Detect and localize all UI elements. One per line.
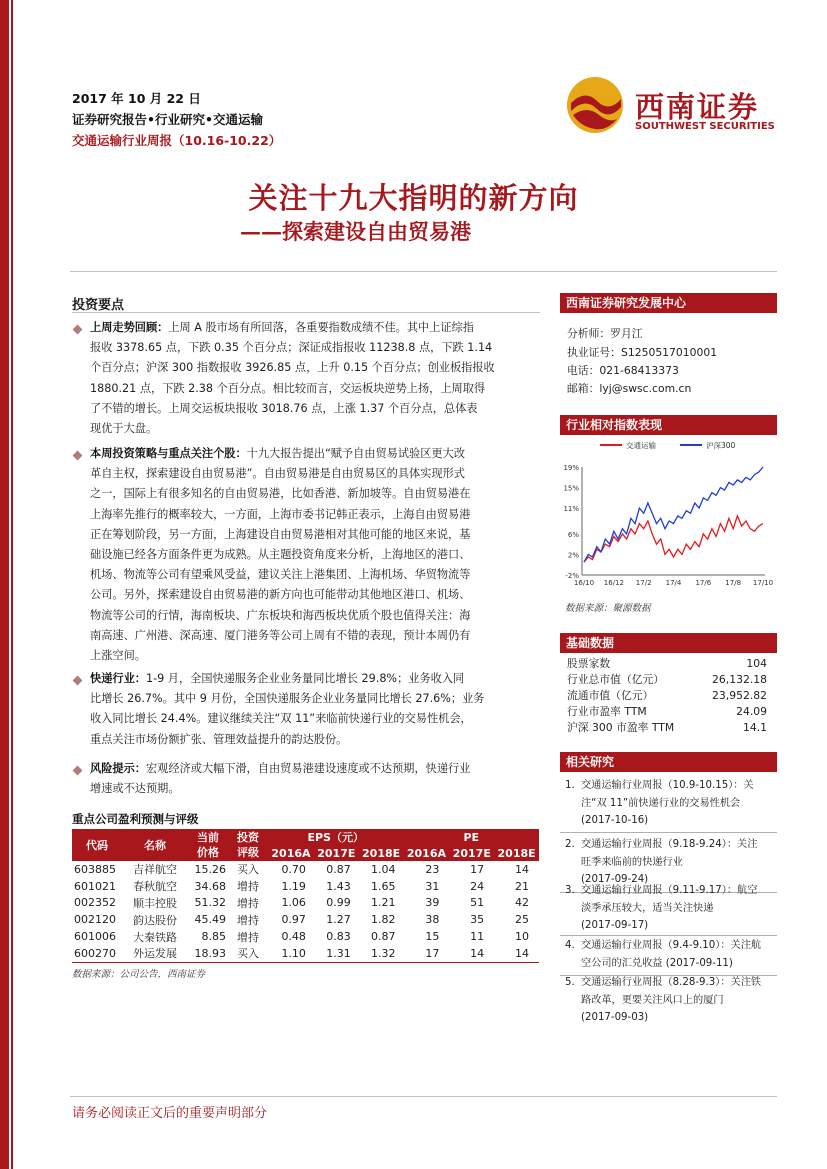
x-tick-label: 16/12: [603, 579, 624, 587]
company-logo: [565, 75, 775, 135]
col-year: 2017E: [314, 845, 359, 861]
table-cell: 002120: [74, 913, 116, 927]
table-cell: 603885: [74, 862, 116, 876]
research-divider: [560, 832, 777, 833]
point-label: 快递行业：: [90, 672, 146, 685]
table-row: [72, 861, 539, 878]
point-line: 现优于大盘。: [90, 422, 158, 436]
logo-chinese-name: 西南证券: [635, 90, 760, 124]
table-cell: 增持: [237, 930, 259, 944]
table-cell: 1.06: [281, 896, 306, 910]
research-line: 交通运输行业周报（10.9-10.15）：关: [581, 780, 754, 791]
table-cell: 0.87: [370, 930, 396, 944]
x-tick-label: 17/6: [695, 579, 712, 587]
x-tick-label: 17/10: [752, 579, 774, 587]
research-line: 交通运输行业周报（9.11-9.17）：航空: [581, 885, 758, 896]
table-cell: 39: [425, 896, 440, 910]
summary-heading: 投资要点: [72, 298, 125, 313]
forecast-table: [72, 829, 539, 962]
report-name: 交通运输行业周报（10.16-10.22）: [72, 133, 282, 148]
y-tick-label: -2%: [565, 572, 579, 580]
table-row: [72, 928, 539, 945]
table-row: [72, 878, 539, 895]
point-label: 上周走势回顾：: [90, 321, 169, 334]
basic-key: 股票家数: [567, 657, 611, 670]
table-cell: 24: [470, 879, 485, 893]
relative-index-chart: [560, 437, 777, 597]
col-year: 2016A: [403, 845, 449, 861]
point-line: 收入同比增长 24.4%。建议继续关注“双 11”来临前快递行业的交易性机会，: [90, 712, 472, 726]
col-year: 2016A: [268, 845, 314, 861]
report-date: 2017 年 10 月 22 日: [72, 91, 201, 106]
table-cell: 45.49: [194, 913, 226, 927]
basic-key: 行业总市值（亿元）: [567, 673, 665, 686]
table-cell: 601006: [74, 930, 116, 944]
logo-emblem-icon: [565, 75, 627, 137]
table-cell: 31: [425, 879, 440, 893]
legend-label: 交通运输: [626, 441, 656, 450]
table-cell: 14: [515, 946, 529, 960]
table-cell: 11: [470, 930, 485, 944]
research-line: 注“双 11”前快递行业的交易性机会: [581, 797, 741, 809]
table-cell: 34.68: [194, 879, 226, 893]
basic-key: 沪深 300 市盈率 TTM: [567, 721, 675, 734]
main-title: 关注十九大指明的新方向: [248, 181, 579, 215]
point-line: 上周 A 股市场有所回落，各重要指数成绩不佳。其中上证综指: [168, 321, 474, 334]
research-number: 1.: [565, 780, 575, 791]
point-line: 重点关注市场份额扩张、管理效益提升的韵达股份。: [90, 732, 348, 746]
point-line: 1880.21 点，下跌 2.38 个百分点。相比较而言，交运板块逆势上扬，上周取得: [90, 381, 486, 395]
point-line: 物流等公司的行情，海南板块、广东板块和海西板块优质个股也值得关注：海: [90, 608, 471, 622]
series-line-hs300: [584, 467, 763, 562]
analyst-phone: 电话：021-68413373: [567, 364, 679, 377]
point-line: 上涨空间。: [90, 649, 146, 663]
table-cell: 8.85: [201, 930, 226, 944]
bullet-icon: [73, 451, 83, 461]
table-cell: 38: [425, 913, 440, 927]
col-rating: 投资 评级: [228, 829, 268, 861]
table-row: [72, 895, 539, 912]
table-cell: 增持: [237, 896, 259, 910]
research-number: 4.: [565, 940, 575, 951]
table-row: [72, 911, 539, 928]
point-line: 南高速、广州港、深高速、厦门港务等公司上周有不错的表现，预计本周仍有: [90, 628, 471, 642]
table-cell: 0.99: [326, 896, 351, 910]
point-line: 1-9 月，全国快递服务企业业务量同比增长 29.8%；业务收入同: [145, 672, 465, 685]
point-line: 革自主权，探索建设自由贸易港”。自由贸易港是自由贸易区的具体实现形式: [90, 467, 465, 481]
x-tick-label: 17/2: [635, 579, 652, 587]
table-cell: 韵达股份: [133, 913, 177, 927]
point-risk: [90, 759, 538, 799]
table-cell: 51: [470, 896, 485, 910]
col-price: 当前 价格: [188, 829, 228, 861]
table-cell: 601021: [74, 879, 116, 893]
table-cell: 顺丰控股: [133, 896, 177, 910]
research-item[interactable]: [565, 882, 770, 935]
col-code: 代码: [72, 829, 122, 861]
point-line: 正在筹划阶段，另一方面，上海建设自由贸易港相对其他可能的地区来说，基: [90, 527, 471, 541]
x-tick-label: 16/10: [573, 579, 595, 587]
table-cell: 1.10: [281, 946, 306, 960]
sub-title: ——探索建设自由贸易港: [240, 219, 471, 244]
table-cell: 春秋航空: [133, 880, 177, 894]
table-cell: 1.27: [326, 913, 351, 927]
basic-value: 24.09: [736, 705, 767, 718]
table-cell: 17: [470, 862, 485, 876]
basic-data-title: 基础数据: [560, 633, 777, 653]
table-cell: 35: [470, 913, 485, 927]
bullet-icon: [73, 766, 83, 776]
related-research-title: 相关研究: [560, 752, 777, 772]
research-date: (2017-09-03): [581, 1012, 649, 1023]
chart-title-bar: 行业相对指数表现: [560, 415, 777, 435]
table-cell: 15.26: [194, 862, 226, 876]
table-cell: 0.48: [281, 930, 306, 944]
table-cell: 1.19: [281, 879, 306, 893]
research-number: 2.: [565, 839, 575, 850]
table-cell: 600270: [74, 946, 116, 960]
y-tick-label: 6%: [567, 530, 579, 539]
table-cell: 14: [515, 862, 529, 876]
table-cell: 21: [515, 879, 529, 893]
x-tick-label: 17/4: [665, 579, 682, 587]
table-cell: 23: [425, 862, 440, 876]
research-divider: [560, 935, 777, 936]
table-cell: 增持: [237, 880, 259, 894]
research-line: 交通运输行业周报（9.4-9.10）：关注航: [581, 940, 762, 951]
table-cell: 25: [515, 913, 529, 927]
table-cell: 15: [425, 930, 440, 944]
y-tick-label: 15%: [563, 484, 579, 493]
analyst-name: 分析师：罗月江: [567, 327, 643, 340]
col-year: 2018E: [494, 845, 539, 861]
legend-label: 沪深300: [706, 441, 736, 450]
point-line: 比增长 26.7%。其中 9 月份，全国快递服务企业业务量同比增长 27.6%；业务: [90, 692, 485, 706]
table-cell: 1.65: [370, 879, 396, 893]
table-cell: 1.32: [370, 946, 396, 960]
point-line: 机场、物流等公司有望乘风受益，建议关注上港集团、上海机场、华贸物流等: [90, 568, 471, 582]
col-year: 2017E: [449, 845, 494, 861]
analyst-license: 执业证号：S1250517010001: [567, 346, 718, 359]
table-cell: 1.31: [326, 946, 351, 960]
table-title: 重点公司盈利预测与评级: [72, 812, 199, 826]
table-cell: 增持: [237, 913, 259, 927]
research-item[interactable]: [565, 937, 770, 972]
point-label: 本周投资策略与重点关注个股：: [90, 447, 247, 460]
summary-divider: [72, 312, 540, 313]
point-line: 之一，国际上有很多知名的自由贸易港，比如香港、新加坡等。自由贸易港在: [90, 487, 471, 501]
col-year: 2018E: [359, 845, 404, 861]
col-eps: EPS（元）: [268, 829, 403, 845]
point-line: 础设施已经各方面条件更为成熟。从主题投资角度来分析，上海地区的港口、: [90, 548, 471, 562]
research-item[interactable]: [565, 777, 770, 830]
point-line: 增速或不达预期。: [90, 782, 180, 796]
table-cell: 10: [515, 930, 529, 944]
research-center-title: 西南证券研究发展中心: [560, 293, 777, 313]
footer-divider: [70, 1096, 777, 1097]
analyst-email: 邮箱：lyj@swsc.com.cn: [567, 382, 692, 395]
y-tick-label: 11%: [563, 505, 579, 514]
table-cell: 0.87: [326, 862, 351, 876]
point-line: 个百分点；沪深 300 指数报收 3926.85 点，上升 0.15 个百分点；创业板指报收: [90, 361, 495, 375]
header-divider: [70, 271, 777, 272]
table-cell: 买入: [237, 863, 259, 877]
table-cell: 42: [515, 896, 529, 910]
research-line: 旺季来临前的快递行业: [581, 856, 683, 868]
research-number: 5.: [565, 977, 575, 988]
point-label: 风险提示：: [90, 762, 146, 775]
col-pe: PE: [403, 829, 539, 845]
point-line: 十九大报告提出“赋予自由贸易试验区更大改: [246, 447, 466, 460]
table-cell: 14: [470, 946, 485, 960]
basic-value: 23,952.82: [712, 689, 767, 702]
table-cell: 18.93: [194, 946, 226, 960]
col-name: 名称: [122, 829, 188, 861]
research-date: (2017-09-17): [581, 920, 649, 931]
table-cell: 17: [425, 946, 440, 960]
x-tick-label: 17/8: [725, 579, 742, 587]
research-line: 路改革，更要关注风口上的厦门: [581, 994, 724, 1006]
table-cell: 0.70: [281, 862, 306, 876]
research-item[interactable]: [565, 836, 770, 889]
basic-value: 14.1: [742, 721, 767, 734]
table-cell: 1.43: [326, 879, 351, 893]
table-cell: 1.04: [370, 862, 396, 876]
y-tick-label: 2%: [567, 551, 579, 560]
research-line: 淡季承压较大，适当关注快递: [581, 902, 714, 914]
table-cell: 1.82: [370, 913, 396, 927]
point-line: 公司。另外，探索建设自由贸易港的新方向也可能带动其他地区港口、机场、: [90, 588, 471, 602]
research-date: (2017-10-16): [581, 815, 649, 826]
basic-key: 行业市盈率 TTM: [567, 705, 647, 718]
table-cell: 买入: [237, 947, 259, 961]
point-market-review: [90, 318, 538, 439]
research-line: 交通运输行业周报（8.28-9.3）：关注铁: [581, 977, 762, 988]
table-source: 数据来源：公司公告，西南证券: [72, 969, 206, 980]
y-tick-label: 19%: [563, 464, 579, 472]
research-number: 3.: [565, 885, 575, 896]
table-cell: 外运发展: [133, 947, 177, 961]
point-line: 报收 3378.65 点，下跌 0.35 个百分点；深证成指报收 11238.8 点，下跌 1.14: [90, 341, 493, 355]
table-row: [72, 945, 539, 962]
logo-english-name: SOUTHWEST SECURITIES: [635, 121, 775, 132]
basic-key: 流通市值（亿元）: [567, 689, 654, 702]
point-express: [90, 669, 538, 750]
table-cell: 大秦铁路: [133, 930, 177, 944]
point-line: 了不错的增长。上周交运板块报收 3018.76 点，上涨 1.37 个百分点，总体表: [90, 401, 478, 415]
basic-value: 104: [746, 657, 767, 670]
research-date: (2017-09-24): [581, 874, 649, 885]
basic-value: 26,132.18: [712, 673, 767, 686]
bullet-icon: [73, 676, 83, 686]
point-strategy: [90, 444, 538, 666]
table-cell: 吉祥航空: [133, 863, 177, 877]
table-cell: 0.83: [326, 930, 351, 944]
table-cell: 0.97: [281, 913, 306, 927]
footer-disclaimer[interactable]: 请务必阅读正文后的重要声明部分: [72, 1106, 268, 1121]
point-line: 上海率先推行的概率较大，一方面，上海市委书记韩正表示，上海自由贸易港: [90, 507, 471, 521]
chart-source: 数据来源：聚源数据: [565, 603, 651, 614]
table-bottom-rule: [72, 962, 539, 963]
report-category: 证券研究报告•行业研究•交通运输: [72, 112, 263, 127]
research-item[interactable]: [565, 974, 770, 1027]
table-cell: 51.32: [194, 896, 226, 910]
table-cell: 1.21: [370, 896, 396, 910]
bullet-icon: [73, 325, 83, 335]
point-line: 宏观经济或大幅下滑，自由贸易港建设速度或不达预期，快递行业: [145, 762, 471, 775]
table-cell: 002352: [74, 896, 116, 910]
research-line: 空公司的汇兑收益 (2017-09-11): [581, 957, 733, 969]
research-line: 交通运输行业周报（9.18-9.24）：关注: [581, 839, 758, 850]
